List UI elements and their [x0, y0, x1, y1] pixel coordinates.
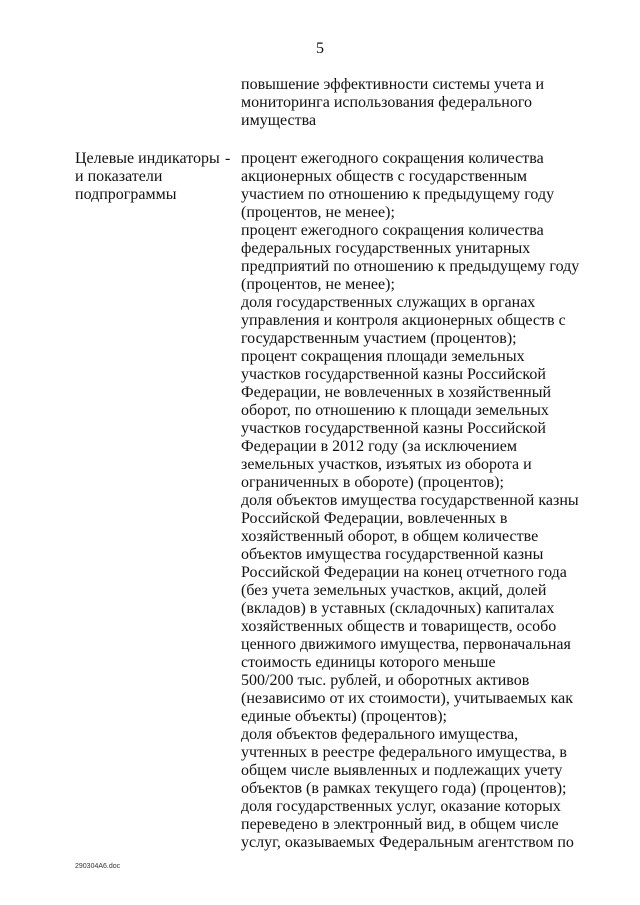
- body-line: ограниченных в обороте) (процентов);: [241, 474, 504, 491]
- body-line: государственным участием (процентов);: [241, 330, 517, 347]
- body-line: доля объектов федерального имущества,: [241, 726, 519, 743]
- body-line: федеральных государственных унитарных: [241, 240, 531, 257]
- body-line: земельных участков, изъятых из оборота и: [241, 456, 532, 473]
- intro-line: имущества: [241, 112, 317, 129]
- body-line: (независимо от их стоимости), учитываемых как: [241, 690, 573, 707]
- body-line: оборот, по отношению к площади земельных: [241, 402, 549, 419]
- body-line: процент ежегодного сокращения количества: [241, 150, 544, 167]
- body-line: участков государственной казны Российской: [241, 420, 546, 437]
- body-line: (без учета земельных участков, акций, долей: [241, 582, 547, 599]
- section-label-line: Целевые индикаторы: [75, 150, 220, 167]
- body-line: Федерации, не вовлеченных в хозяйственный: [241, 384, 552, 401]
- section-label-line: подпрограммы: [75, 186, 177, 203]
- body-line: объектов имущества государственной казны: [241, 546, 544, 563]
- body-line: акционерных обществ с государственным: [241, 168, 528, 185]
- body-line: единые объекты) (процентов);: [241, 708, 447, 725]
- intro-text-block: [241, 76, 571, 130]
- body-line: участием по отношению к предыдущему году: [241, 186, 555, 203]
- intro-line: повышение эффективности системы учета и: [241, 76, 545, 93]
- body-line: доля объектов имущества государственной казны: [241, 492, 579, 509]
- body-line: предприятий по отношению к предыдущему году: [241, 258, 580, 275]
- section-label: [75, 150, 235, 204]
- footer-filename: 290304A6.doc: [75, 863, 121, 870]
- body-line: хозяйственный оборот, в общем количестве: [241, 528, 539, 545]
- body-line: процент сокращения площади земельных: [241, 348, 525, 365]
- body-line: стоимость единицы которого меньше: [241, 654, 496, 671]
- section-label-line: и показатели: [75, 168, 163, 185]
- section-dash: -: [225, 150, 231, 167]
- body-line: (процентов, не менее);: [241, 204, 395, 221]
- intro-line: мониторинга использования федерального: [241, 94, 533, 111]
- body-line: хозяйственных обществ и товариществ, особо: [241, 618, 557, 635]
- body-line: Российской Федерации, вовлеченных в: [241, 510, 508, 527]
- section-body: [241, 150, 581, 852]
- body-line: Федерации в 2012 году (за исключением: [241, 438, 517, 455]
- body-line: (процентов, не менее);: [241, 276, 395, 293]
- body-line: доля государственных служащих в органах: [241, 294, 536, 311]
- page-number: 5: [316, 40, 324, 57]
- body-line: объектов (в рамках текущего года) (процентов);: [241, 780, 567, 797]
- body-line: (вкладов) в уставных (складочных) капиталах: [241, 600, 555, 617]
- body-line: учтенных в реестре федерального имущества, в: [241, 744, 567, 761]
- body-line: доля государственных услуг, оказание которых: [241, 798, 561, 815]
- body-line: общем числе выявленных и подлежащих учету: [241, 762, 563, 779]
- body-line: ценного движимого имущества, первоначальная: [241, 636, 571, 653]
- body-line: Российской Федерации на конец отчетного года: [241, 564, 567, 581]
- body-line: услуг, оказываемых Федеральным агентством по: [241, 834, 574, 851]
- body-line: переведено в электронный вид, в общем числе: [241, 816, 559, 833]
- body-line: 500/200 тыс. рублей, и оборотных активов: [241, 672, 530, 689]
- body-line: управления и контроля акционерных обществ с: [241, 312, 566, 329]
- body-line: участков государственной казны Российской: [241, 366, 546, 383]
- body-line: процент ежегодного сокращения количества: [241, 222, 544, 239]
